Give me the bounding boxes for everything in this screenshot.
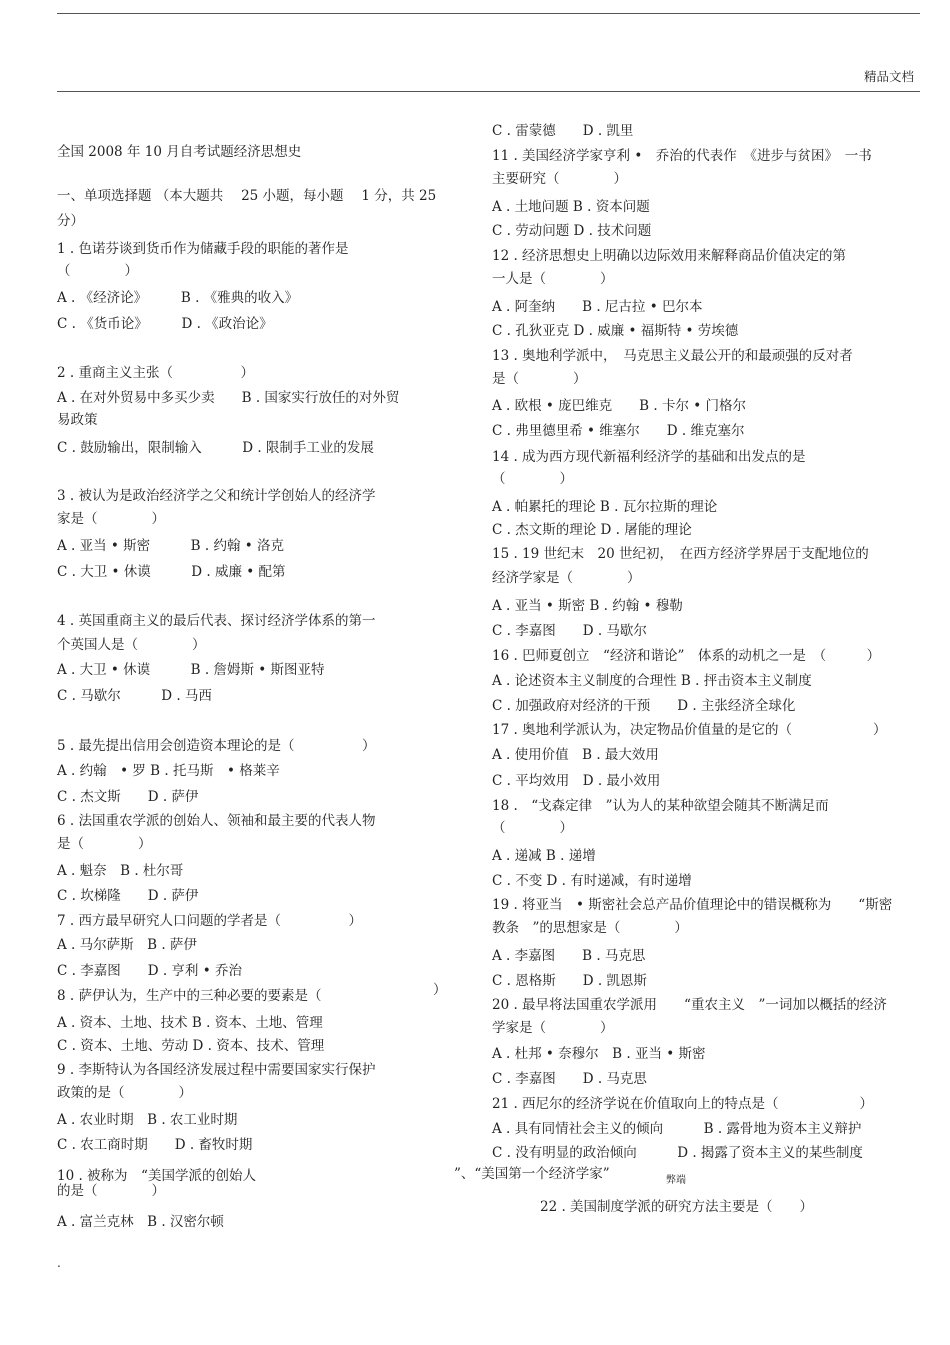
answer-options: A . 大卫 • 休谟 B . 詹姆斯 • 斯图亚特 (57, 662, 325, 678)
answer-options: C . 农工商时期 D . 畜牧时期 (57, 1137, 253, 1153)
answer-options: C . 李嘉图 D . 马克思 (492, 1071, 647, 1087)
answer-options: C . 劳动问题 D . 技术问题 (492, 223, 652, 239)
answer-options: A . 在对外贸易中多买少卖 B . 国家实行放任的对外贸 (57, 390, 400, 406)
question-line: 16 . 巴师夏创立 “经济和谐论” 体系的动机之一是 （ ） (492, 648, 881, 664)
answer-options: A . 使用价值 B . 最大效用 (492, 747, 659, 763)
stray-note: 弊端 (666, 1175, 686, 1186)
answer-options: A . 亚当 • 斯密 B . 约翰 • 洛克 (57, 538, 285, 554)
answer-options: A . 土地问题 B . 资本问题 (492, 199, 650, 215)
answer-options: A . 魁奈 B . 杜尔哥 (57, 863, 184, 879)
footer-dot: . (57, 1256, 61, 1270)
question-line: 是（ ） (57, 836, 152, 852)
question-line: 教条 ”的思想家是（ ） (492, 920, 688, 936)
answer-options: C . 孔狄亚克 D . 威廉 • 福斯特 • 劳埃德 (492, 323, 739, 339)
answer-options: C . 李嘉图 D . 亨利 • 乔治 (57, 963, 242, 979)
top-rule (57, 13, 920, 14)
question-line: 经济学家是（ ） (492, 570, 641, 586)
answer-options: C . 资本、土地、劳动 D . 资本、技术、管理 (57, 1038, 325, 1054)
question-line: 19 . 将亚当 • 斯密社会总产品价值理论中的错误概称为 “斯密 (492, 897, 893, 913)
question-line: 的是（ ） (57, 1183, 165, 1199)
answer-options: C . 马歇尔 D . 马西 (57, 688, 212, 704)
question-line: 17 . 奥地利学派认为，决定物品价值量的是它的（ ） (492, 722, 887, 738)
answer-options: C . 坎梯隆 D . 萨伊 (57, 888, 199, 904)
question-line: 8 . 萨伊认为，生产中的三种必要的要素是（ (57, 988, 322, 1004)
question-line: 7 . 西方最早研究人口问题的学者是（ ） (57, 913, 362, 929)
answer-options: A . 农业时期 B . 农工业时期 (57, 1112, 238, 1128)
header-label: 精品文档 (863, 69, 914, 84)
answer-options: C . 《货币论》 D . 《政治论》 (57, 316, 273, 332)
question-line: 11 . 美国经济学家亨利 • 乔治的代表作 《进步与贫困》 一书 (492, 148, 872, 164)
answer-options: C . 李嘉图 D . 马歇尔 (492, 623, 647, 639)
answer-options: C . 鼓励输出，限制输入 D . 限制手工业的发展 (57, 440, 374, 456)
answer-options: C . 恩格斯 D . 凯恩斯 (492, 973, 647, 989)
answer-options: C . 加强政府对经济的干预 D . 主张经济全球化 (492, 698, 796, 714)
answer-options: C . 平均效用 D . 最小效用 (492, 773, 661, 789)
question-line: 政策的是（ ） (57, 1085, 192, 1101)
answer-options: A . 马尔萨斯 B . 萨伊 (57, 937, 197, 953)
question-line: 15 . 19 世纪末 20 世纪初， 在西方经济学界居于支配地位的 (492, 546, 869, 562)
answer-options: 易政策 (57, 412, 98, 428)
section-heading: 分） (57, 213, 84, 229)
question-line: 13 . 奥地利学派中， 马克思主义最公开的和最顽强的反对者 (492, 348, 853, 364)
answer-options: A . 李嘉图 B . 马克思 (492, 948, 646, 964)
question-line: 家是（ ） (57, 511, 165, 527)
answer-options: A . 递减 B . 递增 (492, 848, 596, 864)
answer-options: A . 亚当 • 斯密 B . 约翰 • 穆勒 (492, 598, 683, 614)
question-line: 14 . 成为西方现代新福利经济学的基础和出发点的是 (492, 449, 806, 465)
answer-options: A . 具有同情社会主义的倾向 B . 露骨地为资本主义辩护 (492, 1121, 862, 1137)
question-line: 5 . 最先提出信用会创造资本理论的是（ ） (57, 738, 376, 754)
question-line: 是（ ） (492, 371, 587, 387)
question-line: 2 . 重商主义主张（ ） (57, 365, 254, 381)
question-line: 10 . 被称为 “美国学派的创始人 (57, 1168, 256, 1184)
section-heading: 一、单项选择题 （本大题共 25 小题，每小题 1 分，共 25 (57, 188, 437, 204)
question-line: 3 . 被认为是政治经济学之父和统计学创始人的经济学 (57, 488, 376, 504)
answer-options: C . 没有明显的政治倾向 D . 揭露了资本主义的某些制度 (492, 1145, 863, 1161)
question-line: 1 . 色诺芬谈到货币作为储藏手段的职能的著作是 (57, 241, 349, 257)
question-line: 4 . 英国重商主义的最后代表、探讨经济学体系的第一 (57, 613, 376, 629)
answer-options: C . 不变 D . 有时递减，有时递增 (492, 873, 692, 889)
question-line: 主要研究（ ） (492, 171, 627, 187)
answer-options: A . 阿奎纳 B . 尼古拉 • 巴尔本 (492, 299, 703, 315)
question-line: 12 . 经济思想史上明确以边际效用来解释商品价值决定的第 (492, 248, 847, 264)
answer-options: C . 雷蒙德 D . 凯里 (492, 123, 634, 139)
question-line: 21 . 西尼尔的经济学说在价值取向上的特点是（ ） (492, 1096, 874, 1112)
question-line: （ ） (492, 471, 573, 487)
answer-options: A . 富兰克林 B . 汉密尔顿 (57, 1214, 224, 1230)
question-line: （ ） (57, 263, 138, 279)
answer-options: A . 帕累托的理论 B . 瓦尔拉斯的理论 (492, 499, 718, 515)
answer-options: A . 论述资本主义制度的合理性 B . 抨击资本主义制度 (492, 673, 812, 689)
question-line: 个英国人是（ ） (57, 637, 206, 653)
answer-options: A . 欧根 • 庞巴维克 B . 卡尔 • 门格尔 (492, 398, 747, 414)
document-title: 全国 2008 年 10 月自考试题经济思想史 (57, 144, 302, 160)
answer-options: A . 杜邦 • 奈穆尔 B . 亚当 • 斯密 (492, 1046, 706, 1062)
answer-options: A . 《经济论》 B . 《雅典的收入》 (57, 290, 299, 306)
question-line: 20 . 最早将法国重农学派用 “重农主义 ”一词加以概括的经济 (492, 997, 887, 1013)
question-22: 22 . 美国制度学派的研究方法主要是（ ） (540, 1199, 814, 1215)
answer-options: C . 弗里德里希 • 维塞尔 D . 维克塞尔 (492, 423, 745, 439)
question-line: 6 . 法国重农学派的创始人、领袖和最主要的代表人物 (57, 813, 376, 829)
question-line: （ ） (492, 820, 573, 836)
question-close-paren: ） (433, 982, 447, 998)
answer-options: C . 大卫 • 休谟 D . 威廉 • 配第 (57, 564, 286, 580)
answer-options: A . 资本、土地、技术 B . 资本、土地、管理 (57, 1015, 323, 1031)
answer-options: C . 杰文斯 D . 萨伊 (57, 789, 199, 805)
question-line: 9 . 李斯特认为各国经济发展过程中需要国家实行保护 (57, 1062, 376, 1078)
question-line: 18 . “戈森定律 ”认为人的某种欲望会随其不断满足而 (492, 798, 829, 814)
answer-options: C . 杰文斯的理论 D . 屠能的理论 (492, 522, 692, 538)
header-rule (57, 91, 920, 92)
question-line: 学家是（ ） (492, 1020, 614, 1036)
question-line-continuation: ”、“美国第一个经济学家” (454, 1166, 610, 1182)
answer-options: A . 约翰 • 罗 B . 托马斯 • 格莱辛 (57, 763, 280, 779)
question-line: 一人是（ ） (492, 271, 614, 287)
